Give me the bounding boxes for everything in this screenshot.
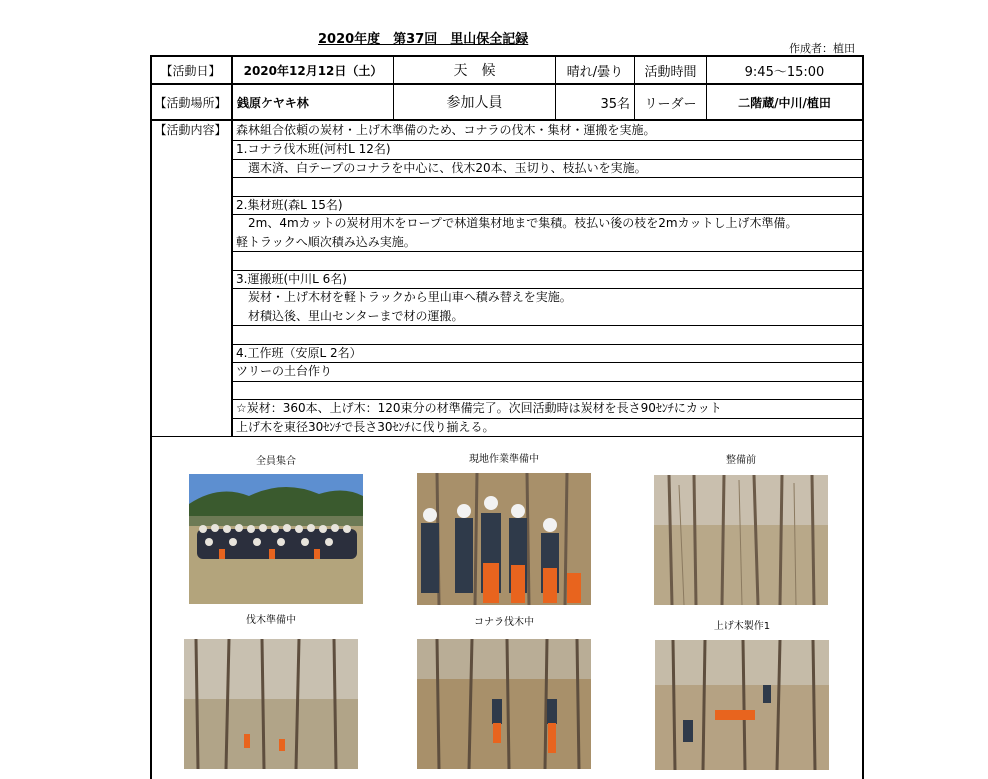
time-value: 9:45～15:00 xyxy=(744,64,825,80)
content-line: 2m、4mカットの炭材用木をロープで林道集材地まで集積。枝払い後の枝を2mカットし上げ木準備。 xyxy=(236,216,798,230)
participants-value: 35名 xyxy=(600,96,630,112)
content-line xyxy=(234,381,862,400)
content-line xyxy=(234,177,862,196)
time-label: 活動時間 xyxy=(644,64,697,80)
photo-caption: 伐木準備中 xyxy=(246,615,296,626)
photo-felling xyxy=(417,639,591,769)
date-label: 【活動日】 xyxy=(160,63,221,78)
photo-work-prep xyxy=(417,473,591,605)
photo-caption: 現地作業準備中 xyxy=(469,454,539,465)
page-title: 2020年度 第37回 里山保全記録 xyxy=(318,32,529,47)
content-line: 4.工作班（安原L 2名） xyxy=(236,346,362,360)
photo-agegi-making xyxy=(655,640,829,770)
photo-before xyxy=(654,475,828,605)
photo-caption: 全員集合 xyxy=(256,456,296,467)
participants-label: 参加人員 xyxy=(446,95,503,111)
leader-label: リーダー xyxy=(644,96,697,112)
author-label: 作成者：植田 xyxy=(789,42,855,55)
content-line: 炭材・上げ木材を軽トラックから里山車へ積み替えを実施。 xyxy=(236,290,572,304)
leader-value: 二階蔵/中川/植田 xyxy=(738,95,831,110)
photo-group xyxy=(189,474,363,604)
weather-value: 晴れ/曇り xyxy=(566,64,624,80)
place-value: 銭原ケヤキ林 xyxy=(237,95,309,110)
photo-felling-prep xyxy=(184,639,358,769)
content-line xyxy=(234,251,862,270)
content-line: 3.運搬班(中川L 6名) xyxy=(236,272,347,286)
weather-label: 天 候 xyxy=(453,63,496,79)
content-line: 上げ木を東径30ｾﾝﾁで長さ30ｾﾝﾁに伐り揃える。 xyxy=(236,420,495,434)
content-line: 森林組合依頼の炭材・上げ木準備のため、コナラの伐木・集材・運搬を実施。 xyxy=(236,123,656,137)
content-line: ツリーの土台作り xyxy=(236,364,333,378)
date-value: 2020年12月12日（土） xyxy=(243,63,383,78)
place-label: 【活動場所】 xyxy=(154,95,227,110)
content-line: 材積込後、里山センターまで材の運搬。 xyxy=(236,309,464,323)
content-line: 軽トラックへ順次積み込み実施。 xyxy=(236,235,416,249)
content-line xyxy=(234,325,862,344)
content-label: 【活動内容】 xyxy=(154,123,227,137)
content-line: 1.コナラ伐木班(河村L 12名) xyxy=(236,142,391,156)
content-line: 2.集材班(森L 15名) xyxy=(236,198,343,212)
photo-caption: 整備前 xyxy=(726,455,756,466)
content-line: ☆炭材：360本、上げ木：120束分の材準備完了。次回活動時は炭材を長さ90ｾﾝﾁにカット xyxy=(236,401,722,415)
photo-caption: コナラ伐木中 xyxy=(474,617,534,628)
photo-caption: 上げ木製作1 xyxy=(713,621,771,632)
content-line: 選木済、白テープのコナラを中心に、伐木20本、玉切り、枝払いを実施。 xyxy=(236,161,647,175)
